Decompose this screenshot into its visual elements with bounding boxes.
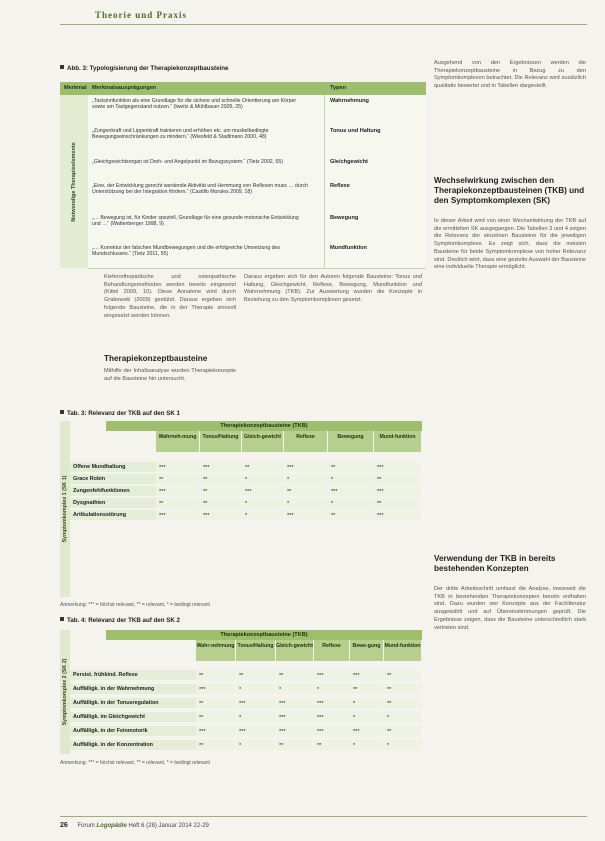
relevance-cell: *** — [236, 698, 276, 709]
relevance-cell: * — [384, 712, 422, 723]
typology-table-header — [60, 82, 426, 95]
section-heading: Verwendung der TKB in bereits bestehenden Konzepten — [434, 554, 556, 573]
col-header: Gleich-gewicht — [276, 640, 314, 661]
journal-issue: Heft 6 (28) Januar 2014 22-29 — [128, 823, 209, 829]
relevance-cell: * — [328, 474, 374, 485]
relevance-cell: *** — [196, 684, 236, 695]
relevance-cell: ** — [314, 740, 350, 751]
row-label: Auffälligk. in der Tonusregulation — [70, 698, 196, 709]
caption-bullet-icon — [60, 617, 64, 621]
tkb-group-header: Therapiekonzeptbausteine (TKB) — [106, 421, 422, 431]
relevance-cell: *** — [156, 486, 200, 497]
relevance-cell: ** — [236, 670, 276, 681]
typology-row-type: Tonus und Haltung — [330, 128, 381, 134]
body-paragraph: Ausgehend von den Ergebnissen werden die Therapiekonzeptbausteine in Bezug zu den Symptomkomplexen betrachtet. Die Relevanz wird zusätzlich qualitativ bewertet und in Tabellen dargestellt. — [434, 60, 586, 90]
typology-row-type: Wahrnehmung — [330, 98, 369, 104]
typology-row-text: „… Bewegung ist, für Kinder speziell, Grundlage für eine gesunde motorische Entwicklung und …“ (Wattenberger 1998, 9) — [92, 215, 299, 228]
typology-row-type: Bewegung — [330, 215, 359, 221]
relevance-cell: *** — [276, 712, 314, 723]
col-header: Reflexe — [314, 640, 350, 661]
row-label: Dysgnathien — [70, 498, 156, 509]
typology-row — [88, 95, 426, 126]
relevance-cell: * — [242, 474, 284, 485]
typology-row — [88, 212, 426, 243]
relevance-cell: ** — [196, 740, 236, 751]
tkb-group-header: Therapiekonzeptbausteine (TKB) — [106, 630, 422, 640]
relevance-cell: *** — [374, 486, 422, 497]
relevance-cell: * — [236, 712, 276, 723]
typology-row-type: Reflexe — [330, 183, 350, 189]
table2-caption: Tab. 3: Relevanz der TKB auf den SK 1 — [60, 410, 180, 417]
relevance-cell: * — [236, 740, 276, 751]
relevance-cell: ** — [156, 498, 200, 509]
sk2-side-label: Symptomkomplex 2 (SK 2) — [60, 630, 70, 754]
relevance-cell: ** — [200, 474, 242, 485]
col-header: Bewegung — [328, 431, 374, 452]
table2-legend: Anmerkung: *** = höchst relevant, ** = relevant, * = bedingt relevant — [60, 602, 210, 608]
relevance-cell: * — [350, 712, 384, 723]
relevance-cell: * — [384, 740, 422, 751]
relevance-cell: *** — [350, 670, 384, 681]
relevance-cell: *** — [242, 486, 284, 497]
relevance-cell: ** — [384, 698, 422, 709]
relevance-cell: * — [242, 498, 284, 509]
caption-bullet-icon — [60, 410, 64, 414]
page-footer — [60, 822, 209, 829]
relevance-cell: ** — [200, 498, 242, 509]
relevance-cell: *** — [276, 726, 314, 737]
typology-side-label: Notwendige Therapieelemente — [60, 95, 88, 268]
relevance-cell: * — [284, 498, 328, 509]
body-paragraph: Daraus ergeben sich für den Autoren folgende Bausteine: Tonus und Haltung, Gleichgewicht, Reflexe, Bewegung, Mundfunktion und Wahrnehmung (TKB). Zur Auswertung wurden die Konzepte in Beziehung zu den Symptomkomplexen gesetzt. — [244, 274, 422, 304]
typology-row-text: „… Korrektur der falschen Mundbewegungen und die erfolgreiche Umsetzung des Mundschlusses.“ (Tietz 2011, 55) — [92, 245, 281, 258]
relevance-cell: *** — [328, 486, 374, 497]
col-merkmal: Merkmal — [64, 85, 87, 91]
relevance-cell: ** — [384, 684, 422, 695]
typology-row-type: Gleichgewicht — [330, 159, 368, 165]
typology-row — [88, 125, 426, 157]
relevance-cell: ** — [196, 670, 236, 681]
row-label: Artikulationsstörung — [70, 510, 156, 521]
caption-bullet-icon — [60, 65, 64, 69]
col-auspraegungen: Merkmalsausprägungen — [92, 85, 157, 91]
col-typen: Typen — [330, 85, 347, 91]
sk1-side-label: Symptomkomplex 1 (SK 1) — [60, 421, 70, 597]
relevance-cell: * — [242, 510, 284, 521]
relevance-cell: *** — [276, 698, 314, 709]
typology-row — [88, 156, 426, 181]
typology-row-text: „Tastsinnfunktion als eine Grundlage für die sichere und schnelle Orientierung am Körper sowie am Tastgegenstand nutzen.“ (Iweitz & Mühlbauer 2005, 25) — [92, 98, 297, 111]
relevance-cell: ** — [242, 462, 284, 473]
col-header: Mund-funktion — [374, 431, 422, 452]
typology-row-type: Mundfunktion — [330, 245, 367, 251]
body-paragraph: Mithilfe der Inhaltsanalyse wurden Therapiekonzepte auf die Bausteine hin untersucht. — [104, 368, 236, 382]
relevance-cell: * — [350, 740, 384, 751]
relevance-cell: ** — [276, 740, 314, 751]
relevance-cell: *** — [196, 726, 236, 737]
row-label: Auffälligk. in der Wahrnehmung — [70, 684, 196, 695]
col-header: Wahrneh-mung — [156, 431, 200, 452]
typology-row — [88, 242, 426, 269]
row-label: Offene Mundhaltung — [70, 462, 156, 473]
typology-row-text: „Gleichgewichtsorgan ist Dreh- und Angelpunkt im Bezugssystem.“ (Tietz 2002, 65) — [92, 159, 283, 165]
typology-table — [60, 82, 426, 268]
relevance-cell: ** — [200, 486, 242, 497]
relevance-cell: *** — [156, 510, 200, 521]
relevance-cell: *** — [314, 726, 350, 737]
footer-rule — [60, 816, 587, 817]
col-header: Wahr-nehmung — [196, 640, 236, 661]
table3-caption: Tab. 4: Relevanz der TKB auf den SK 2 — [60, 617, 180, 624]
relevance-cell: *** — [314, 670, 350, 681]
row-label: Auffälligk. im Gleichgewicht — [70, 712, 196, 723]
row-label: Zungenfehlfunktionen — [70, 486, 156, 497]
row-label: Grace Robin — [70, 474, 156, 485]
table3-legend: Anmerkung: *** = höchst relevant, ** = relevant, * = bedingt relevant — [60, 760, 210, 766]
relevance-cell: ** — [196, 698, 236, 709]
journal-prefix: Forum — [77, 823, 95, 829]
relevance-cell: ** — [284, 486, 328, 497]
relevance-cell: *** — [156, 462, 200, 473]
relevance-cell: *** — [236, 726, 276, 737]
relevance-table-sk2 — [60, 630, 422, 754]
relevance-cell: * — [350, 698, 384, 709]
relevance-cell: ** — [196, 712, 236, 723]
relevance-cell: ** — [156, 474, 200, 485]
section-heading: Therapiekonzeptbausteine — [104, 354, 208, 363]
relevance-cell: *** — [284, 462, 328, 473]
col-header: Reflexe — [284, 431, 328, 452]
relevance-cell: * — [328, 498, 374, 509]
relevance-cell: *** — [200, 510, 242, 521]
relevance-cell: *** — [200, 462, 242, 473]
table1-caption: Abb. 3: Typologisierung der Therapiekonzeptbausteine — [60, 65, 228, 72]
body-paragraph: Der dritte Arbeitsschritt umfasst die Analyse, inwieweit die TKB in bestehenden Therapiekonzepten bereits enthalten sind. Dazu wurden vier Konzepte aus der Fachliteratur ausgewählt und auf Übereinstimmungen geprüft. Die Ergebnisse zeigen, dass die Bausteine unterschiedlich stark vertreten sind. — [434, 586, 586, 631]
relevance-cell: ** — [350, 684, 384, 695]
relevance-cell: ** — [384, 726, 422, 737]
relevance-cell: *** — [374, 462, 422, 473]
relevance-cell: ** — [374, 498, 422, 509]
typology-row — [88, 180, 426, 213]
relevance-cell: ** — [328, 510, 374, 521]
col-header: Mund-funktion — [384, 640, 422, 661]
row-label: Auffälligk. in der Konzentration — [70, 740, 196, 751]
relevance-cell: * — [314, 684, 350, 695]
col-header: Gleich-gewicht — [242, 431, 284, 452]
relevance-cell: *** — [374, 510, 422, 521]
relevance-cell: *** — [350, 726, 384, 737]
journal-brand: Logopädie — [96, 823, 127, 829]
body-paragraph: In dieser Arbeit wird von einer Wechselwirkung der TKB auf die ermittelten SK ausgegangen. Die Tabellen 3 und 4 zeigen die Relevanz der einzelnen Bausteine für die jeweiligen Symptomkomplexe. Es zeigt sich, dass die meisten Bausteine für beide Symptomkomplexe von hoher Relevanz sind. Deutlich wird, dass eine gezielte Auswahl der Bausteine eine individuelle Therapie ermöglicht. — [434, 218, 586, 271]
typology-row-text: „Zungenkraft und Lippenkraft trainieren und erhöhen etc. um muskelbedingte Bewegungseinschränkungen zu mindern.“ (Wiesfeld & Stadlmann 2000, 48) — [92, 128, 269, 141]
col-header: Tonus/Haltung — [236, 640, 276, 661]
relevance-cell: * — [284, 474, 328, 485]
relevance-table-sk1 — [60, 421, 422, 597]
row-label: Auffälligk. in der Feinmotorik — [70, 726, 196, 737]
body-paragraph: Kieferorthopädische und osteopathische Behandlungsmethoden werden bereits eingesetzt (Kittel 2009, 10). Diese Annahme wird durch Grabowski (2009) gestützt. Daraus ergeben sich folgende Bausteine, die in der Therapie sinnvoll eingesetzt werden können. — [104, 274, 236, 319]
relevance-cell: ** — [374, 474, 422, 485]
typology-row-text: „Eine, der Entwicklung gerecht werdende Aktivität und Hemmung von Reflexen muss … durch Unterstützung bei der Integration fördern.“ (Castillo Morales 2009, 18) — [92, 183, 308, 196]
col-header: Bewe-gung — [350, 640, 384, 661]
relevance-cell: * — [276, 684, 314, 695]
relevance-cell: * — [236, 684, 276, 695]
relevance-cell: ** — [328, 462, 374, 473]
relevance-cell: ** — [276, 670, 314, 681]
page-number: 26 — [60, 822, 68, 829]
relevance-cell: *** — [314, 712, 350, 723]
row-label: Persist. frühkind. Reflexe — [70, 670, 196, 681]
section-heading: Wechselwirkung zwischen den Therapiekonzeptbausteinen (TKB) und den Symptomkomplexen (SK) — [434, 176, 585, 205]
header-rule — [60, 24, 587, 25]
col-header: Tonus/Haltung — [200, 431, 242, 452]
relevance-cell: *** — [314, 698, 350, 709]
relevance-cell: *** — [284, 510, 328, 521]
section-header: Theorie und Praxis — [95, 10, 188, 20]
relevance-cell: ** — [384, 670, 422, 681]
